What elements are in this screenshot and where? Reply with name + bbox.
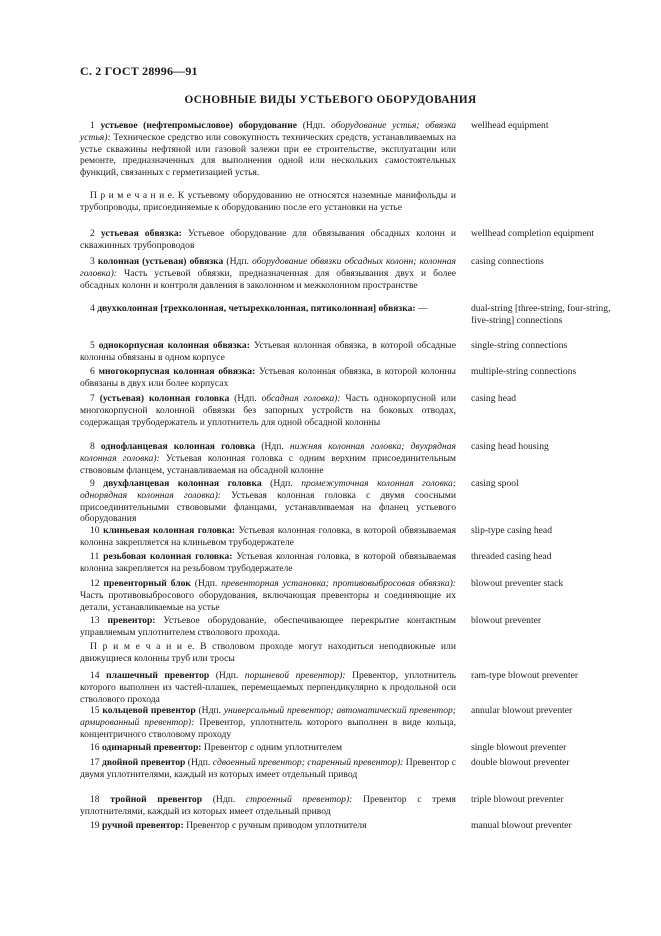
term-name: ручной превентор: — [102, 820, 184, 831]
term-number: 12 — [90, 578, 100, 589]
term-number: 1 — [90, 120, 95, 131]
note-body: К устьевому оборудованию не относятся наземные манифольды и трубопроводы, присоединяемые к оборудованию после его установки на устье — [80, 190, 456, 213]
term-definition — [80, 228, 456, 252]
term-name: двухколонная [трехколонная, четырехколонная, пятиколонная] обвязка: — [97, 303, 416, 314]
term-number: 10 — [90, 525, 100, 536]
english-equivalent: wellhead equipment — [471, 120, 549, 131]
term-definition — [80, 742, 456, 754]
english-equivalent: threaded casing head — [471, 551, 552, 562]
deprecated-synonyms: сдвоенный превентор; спаренный превентор): — [212, 757, 404, 768]
term-definition — [80, 820, 456, 832]
definition-text: Часть однокорпусной или многокорпусной колонной обвязки без запорных устройств на боковых отводах, содержащая трубодержатель и уплотнитель для одной обсадной колонны — [80, 393, 456, 428]
english-equivalent: blowout preventer — [471, 615, 542, 626]
definition-text: Превентор с тремя уплотнителями, каждый из которых имеет отдельный привод — [80, 794, 456, 817]
definition-text: Устьевая колонная головка с двумя соосными присоединительными ствововыми фланцами, устанавливаемая на фланец устьевого оборудования — [80, 489, 456, 525]
english-equivalent: blowout preventer stack — [471, 578, 564, 589]
term-number: 5 — [90, 340, 95, 351]
definition-text: Устьевая колонная головка, в которой обвязываемая колонна закрепляется на клиньевом трубодержателе — [80, 525, 457, 548]
english-equivalent: casing head — [471, 393, 517, 404]
term-number: 15 — [90, 705, 100, 716]
note-label: П р и м е ч а н и е. — [90, 641, 195, 652]
english-equivalent: wellhead completion equipment — [471, 228, 595, 239]
english-equivalent: ram-type blowout preventer — [471, 670, 579, 681]
deprecated-label: (Ндп. — [302, 120, 326, 131]
deprecated-label: (Ндп. — [270, 478, 293, 489]
term-number: 13 — [90, 615, 100, 626]
term-definition — [80, 393, 456, 428]
definition-text: Устьевая колонная головка с одним верхним присоединительным ствововым фланцем, устанавливаемая на обсадной колонне — [80, 452, 456, 476]
term-number: 18 — [90, 794, 100, 805]
deprecated-label: (Ндп. — [234, 393, 257, 404]
term-name: кольцевой превентор — [102, 705, 196, 716]
deprecated-synonyms: оборудование устья; обвязка устья): — [80, 120, 457, 143]
term-number: 8 — [90, 441, 95, 452]
deprecated-synonyms: универсальный превентор; автоматический превентор; армированный превентор): — [80, 705, 456, 728]
term-name: двухфланцевая колонная головка — [103, 478, 262, 489]
english-equivalent: slip-type casing head — [471, 525, 552, 536]
deprecated-synonyms: оборудование обвязки обсадных колонн; колонная головка): — [80, 256, 456, 279]
definition-text: Превентор с ручным приводом уплотнителя — [186, 820, 367, 831]
deprecated-synonyms: промежуточная колонная головка; однорядная колонная головка): — [80, 478, 456, 501]
deprecated-synonyms: поршневой превентор): — [244, 670, 346, 681]
note-text — [80, 190, 456, 214]
term-number: 9 — [90, 478, 95, 489]
term-definition — [80, 525, 456, 549]
deprecated-label: (Ндп. — [215, 670, 239, 681]
definition-text: Устьевая колонная головка, в которой обвязываемая колонна закрепляется на резьбовом трубодержателе — [80, 551, 456, 574]
deprecated-label: (Ндп. — [194, 578, 218, 589]
english-equivalent: dual-string [three-string, four-string, five-string] connections — [471, 303, 611, 326]
definition-text: Превентор с двумя уплотнителями, каждый из которых имеет отдельный привод — [80, 757, 456, 780]
note-body: В стволовом проходе могут находиться неподвижные или движущиеся колонны труб или тросы — [80, 641, 456, 664]
english-equivalent: casing spool — [471, 478, 519, 489]
definition-text: Часть противовыбросового оборудования, включающая превенторы и соединяющие их детали, устанавливаемые на устье — [80, 589, 456, 613]
term-number: 6 — [90, 366, 95, 377]
term-definition — [80, 303, 456, 315]
english-equivalent: casing head housing — [471, 441, 549, 452]
term-name: тройной превентор — [110, 794, 203, 805]
term-definition — [80, 340, 456, 364]
term-number: 14 — [90, 670, 100, 681]
term-number: 4 — [90, 303, 95, 314]
term-definition — [80, 615, 456, 639]
term-name: (устьевая) колонная головка — [99, 393, 230, 404]
term-name: однофланцевая колонная головка — [100, 441, 256, 452]
term-name: однокорпусная колонная обвязка: — [98, 340, 250, 351]
term-number: 19 — [90, 820, 100, 831]
english-equivalent: triple blowout preventer — [471, 794, 564, 805]
term-definition — [80, 120, 456, 179]
term-name: колонная (устьевая) обвязка — [97, 256, 224, 267]
term-definition — [80, 757, 456, 781]
term-definition — [80, 478, 456, 525]
definition-text: Устьевое оборудование, обеспечивающее перекрытие контактным управляемым уплотнителем стволового прохода. — [80, 615, 457, 638]
term-number: 3 — [90, 256, 95, 267]
english-equivalent: multiple-string connections — [471, 366, 577, 377]
term-number: 2 — [90, 228, 95, 239]
english-equivalent: manual blowout preventer — [471, 820, 572, 831]
term-name: устьевое (нефтепромысловое) оборудование — [100, 120, 297, 131]
term-name: устьевая обвязка: — [100, 228, 182, 239]
definition-text: Устьевая колонная обвязка, в которой колонны обвязаны в двух или более корпусах — [80, 366, 456, 389]
term-number: 7 — [90, 393, 95, 404]
term-definition — [80, 794, 456, 818]
deprecated-synonyms: превенторная установка; противовыбросовая обвязка): — [221, 578, 457, 589]
note-label: П р и м е ч а н и е. — [90, 190, 175, 201]
section-title: ОСНОВНЫЕ ВИДЫ УСТЬЕВОГО ОБОРУДОВАНИЯ — [184, 94, 477, 106]
definition-text: Превентор, уплотнитель которого выполнен в виде кольца, концентричного стволовому проходу — [80, 716, 456, 740]
term-name: резьбовая колонная головка: — [103, 551, 233, 562]
deprecated-label: (Ндп. — [261, 441, 284, 452]
term-name: многокорпусная колонная обвязка: — [98, 366, 256, 377]
definition-text: Часть устьевой обвязки, предназначенная для обвязывания двух и более обсадных колонн и контроля давления в заколонном и межколонном пространстве — [80, 267, 456, 291]
definition-text: Превентор с одним уплотнителем — [203, 742, 343, 753]
english-equivalent: casing connections — [471, 256, 544, 267]
definition-text: Устьевая колонная обвязка, в которой обсадные колонны обвязаны в одном корпусе — [80, 340, 457, 363]
term-definition — [80, 441, 456, 476]
deprecated-label: (Ндп. — [187, 757, 211, 768]
english-equivalent: double blowout preventer — [471, 757, 570, 768]
page-header: С. 2 ГОСТ 28996—91 — [80, 64, 198, 78]
definition-text: Устьевое оборудование для обвязывания обсадных колонн и скважинных трубопроводов — [80, 228, 456, 251]
term-definition — [80, 670, 456, 705]
deprecated-synonyms: нижняя колонная головка; двухрядная колонная головка): — [80, 441, 456, 464]
term-number: 16 — [90, 742, 100, 753]
note-text — [80, 641, 456, 665]
term-definition — [80, 705, 456, 740]
term-definition — [80, 578, 456, 613]
term-name: превенторный блок — [103, 578, 191, 589]
deprecated-synonyms: строенный превентор): — [245, 794, 353, 805]
term-number: 11 — [90, 551, 100, 562]
definition-text: Превентор, уплотнитель которого выполнен из частей-плашек, перемещаемых перпендикулярно к продольной оси стволового прохода — [80, 670, 456, 705]
deprecated-label: (Ндп. — [212, 794, 236, 805]
term-name: одинарный превентор: — [102, 742, 202, 753]
term-name: двойной превентор — [102, 757, 186, 768]
term-name: превентор: — [107, 615, 156, 626]
english-equivalent: annular blowout preventer — [471, 705, 573, 716]
term-definition — [80, 256, 456, 291]
english-equivalent: single blowout preventer — [471, 742, 567, 753]
term-number: 17 — [90, 757, 100, 768]
deprecated-synonyms: обсадная головка): — [261, 393, 341, 404]
english-equivalent: single-string connections — [471, 340, 568, 351]
deprecated-label: (Ндп. — [198, 705, 221, 716]
definition-text: Техническое средство или совокупность технических средств, устанавливаемых на устье скважины нефтяной или газовой залежи при ее строительстве, эксплуатации или ремонте, предназначенных для выполнения одной или нескольких самостоятельных функций, связанных с герметизацией устья. — [80, 131, 456, 179]
term-name: плашечный превентор — [106, 670, 210, 681]
deprecated-label: (Ндп. — [226, 256, 249, 267]
definition-text: — — [418, 303, 428, 314]
term-definition — [80, 366, 456, 390]
term-name: клиньевая колонная головка: — [103, 525, 236, 536]
term-definition — [80, 551, 456, 575]
